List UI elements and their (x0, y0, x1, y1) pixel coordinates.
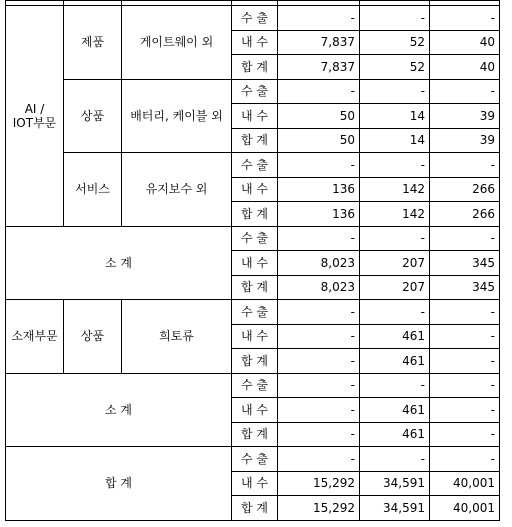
category-cell: 상품 (64, 300, 122, 374)
value-cell: 461 (360, 349, 430, 374)
row-kind-cell: 수 출 (232, 373, 278, 398)
value-cell: - (360, 300, 430, 325)
row-kind-cell: 수 출 (232, 79, 278, 104)
value-cell: 40,001 (430, 496, 500, 521)
value-cell: 8,023 (278, 275, 360, 300)
value-cell: - (430, 422, 500, 447)
value-cell: - (430, 79, 500, 104)
subtotal-label-cell: 소 계 (6, 226, 232, 300)
row-kind-cell: 내 수 (232, 30, 278, 55)
value-cell: - (278, 422, 360, 447)
value-cell: 40 (430, 30, 500, 55)
value-cell: 207 (360, 275, 430, 300)
row-kind-cell: 합 계 (232, 496, 278, 521)
value-cell: 136 (278, 202, 360, 227)
value-cell: - (430, 398, 500, 423)
value-cell: - (278, 79, 360, 104)
row-kind-cell: 내 수 (232, 398, 278, 423)
value-cell: - (360, 226, 430, 251)
row-kind-cell: 내 수 (232, 177, 278, 202)
value-cell: 50 (278, 104, 360, 129)
value-cell: 34,591 (360, 471, 430, 496)
grand-total-label-cell: 합 계 (6, 447, 232, 521)
value-cell: - (430, 373, 500, 398)
row-kind-cell: 합 계 (232, 128, 278, 153)
value-cell: - (278, 6, 360, 31)
table-row (6, 300, 500, 325)
value-cell: 266 (430, 202, 500, 227)
value-cell: 7,837 (278, 30, 360, 55)
value-cell: - (430, 6, 500, 31)
value-cell: 50 (278, 128, 360, 153)
row-kind-cell: 내 수 (232, 471, 278, 496)
item-cell: 배터리, 케이블 외 (122, 79, 232, 153)
value-cell: 207 (360, 251, 430, 276)
item-cell: 게이트웨이 외 (122, 6, 232, 80)
value-cell: 345 (430, 251, 500, 276)
value-cell: 14 (360, 104, 430, 129)
value-cell: 40,001 (430, 471, 500, 496)
value-cell: 52 (360, 55, 430, 80)
row-kind-cell: 내 수 (232, 251, 278, 276)
value-cell: 461 (360, 324, 430, 349)
sales-table (5, 0, 500, 521)
value-cell: - (278, 324, 360, 349)
value-cell: - (278, 349, 360, 374)
value-cell: 461 (360, 422, 430, 447)
category-cell: 서비스 (64, 153, 122, 227)
row-kind-cell: 내 수 (232, 324, 278, 349)
value-cell: 15,292 (278, 471, 360, 496)
subtotal-row (6, 373, 500, 398)
category-cell: 제품 (64, 6, 122, 80)
row-kind-cell: 합 계 (232, 202, 278, 227)
value-cell: - (278, 300, 360, 325)
value-cell: 461 (360, 398, 430, 423)
sales-table-body (6, 1, 500, 521)
value-cell: 142 (360, 177, 430, 202)
value-cell: 40 (430, 55, 500, 80)
row-kind-cell: 수 출 (232, 447, 278, 472)
table-row (6, 153, 500, 178)
value-cell: - (430, 324, 500, 349)
row-kind-cell: 수 출 (232, 6, 278, 31)
table-row (6, 79, 500, 104)
value-cell: 266 (430, 177, 500, 202)
row-kind-cell: 수 출 (232, 300, 278, 325)
value-cell: - (430, 349, 500, 374)
row-kind-cell: 내 수 (232, 104, 278, 129)
value-cell: - (278, 447, 360, 472)
division-cell: 소재부문 (6, 300, 64, 374)
row-kind-cell: 합 계 (232, 275, 278, 300)
value-cell: 39 (430, 128, 500, 153)
value-cell: - (430, 153, 500, 178)
value-cell: - (430, 447, 500, 472)
value-cell: 34,591 (360, 496, 430, 521)
value-cell: - (360, 79, 430, 104)
row-kind-cell: 수 출 (232, 153, 278, 178)
row-kind-cell: 합 계 (232, 55, 278, 80)
value-cell: 8,023 (278, 251, 360, 276)
value-cell: 7,837 (278, 55, 360, 80)
row-kind-cell: 합 계 (232, 422, 278, 447)
value-cell: - (430, 226, 500, 251)
value-cell: 345 (430, 275, 500, 300)
division-cell: AI / IOT부문 (6, 6, 64, 227)
table-row (6, 6, 500, 31)
item-cell: 유지보수 외 (122, 153, 232, 227)
value-cell: - (278, 373, 360, 398)
value-cell: 136 (278, 177, 360, 202)
value-cell: - (278, 226, 360, 251)
value-cell: - (360, 447, 430, 472)
subtotal-label-cell: 소 계 (6, 373, 232, 447)
value-cell: 39 (430, 104, 500, 129)
value-cell: - (278, 398, 360, 423)
subtotal-row (6, 226, 500, 251)
category-cell: 상품 (64, 79, 122, 153)
value-cell: - (360, 153, 430, 178)
row-kind-cell: 수 출 (232, 226, 278, 251)
value-cell: - (278, 153, 360, 178)
value-cell: - (360, 6, 430, 31)
value-cell: 14 (360, 128, 430, 153)
value-cell: 52 (360, 30, 430, 55)
row-kind-cell: 합 계 (232, 349, 278, 374)
grand-total-row (6, 447, 500, 472)
item-cell: 희토류 (122, 300, 232, 374)
value-cell: 15,292 (278, 496, 360, 521)
value-cell: - (430, 300, 500, 325)
value-cell: 142 (360, 202, 430, 227)
value-cell: - (360, 373, 430, 398)
